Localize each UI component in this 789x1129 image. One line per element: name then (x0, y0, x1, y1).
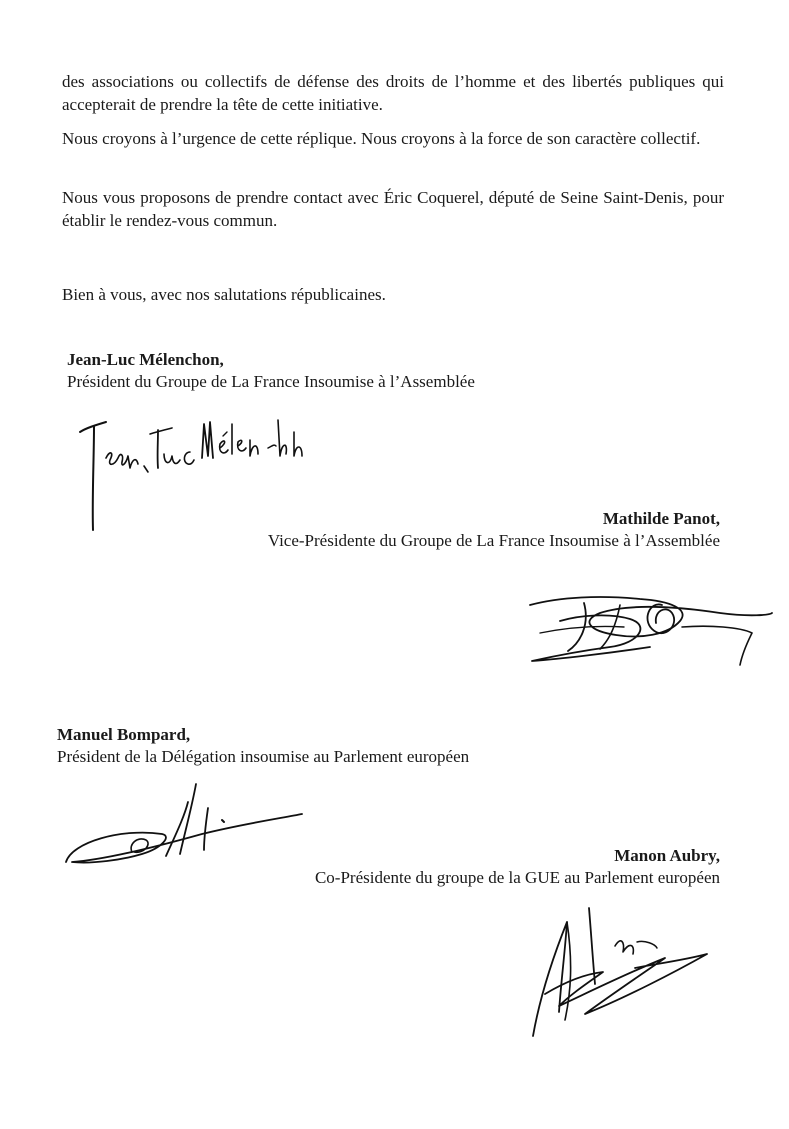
signatory-name-aubry: Manon Aubry, (614, 846, 720, 865)
signatory-role-aubry: Co-Présidente du groupe de la GUE au Parlement européen (314, 868, 720, 887)
closing-line: Bien à vous, avec nos salutations républicaines. (62, 285, 386, 304)
signature-bompard (62, 778, 312, 878)
body-paragraph-2: Nous croyons à l’urgence de cette réplique. Nous croyons à la force de son caractère collectif. (62, 129, 701, 148)
signatory-role-panot: Vice-Présidente du Groupe de La France Insoumise à l’Assemblée (267, 531, 720, 550)
signatory-role-bompard: Président de la Délégation insoumise au Parlement européen (57, 747, 470, 766)
signature-aubry (525, 902, 725, 1042)
signatory-name-melenchon: Jean-Luc Mélenchon, (67, 350, 224, 369)
signatory-role-melenchon: Président du Groupe de La France Insoumise à l’Assemblée (67, 372, 475, 391)
signatory-name-bompard: Manuel Bompard, (57, 725, 191, 744)
body-paragraph-1: des associations ou collectifs de défense des droits de l’homme et des libertés publiques qui accepterait de prendre la tête de cette initiative. (62, 72, 724, 114)
signature-panot (520, 585, 780, 675)
signatory-name-panot: Mathilde Panot, (602, 509, 720, 528)
body-paragraph-3: Nous vous proposons de prendre contact avec Éric Coquerel, député de Seine Saint-Denis, pour établir le rendez-vous commun. (62, 188, 724, 230)
signature-melenchon (72, 398, 322, 538)
